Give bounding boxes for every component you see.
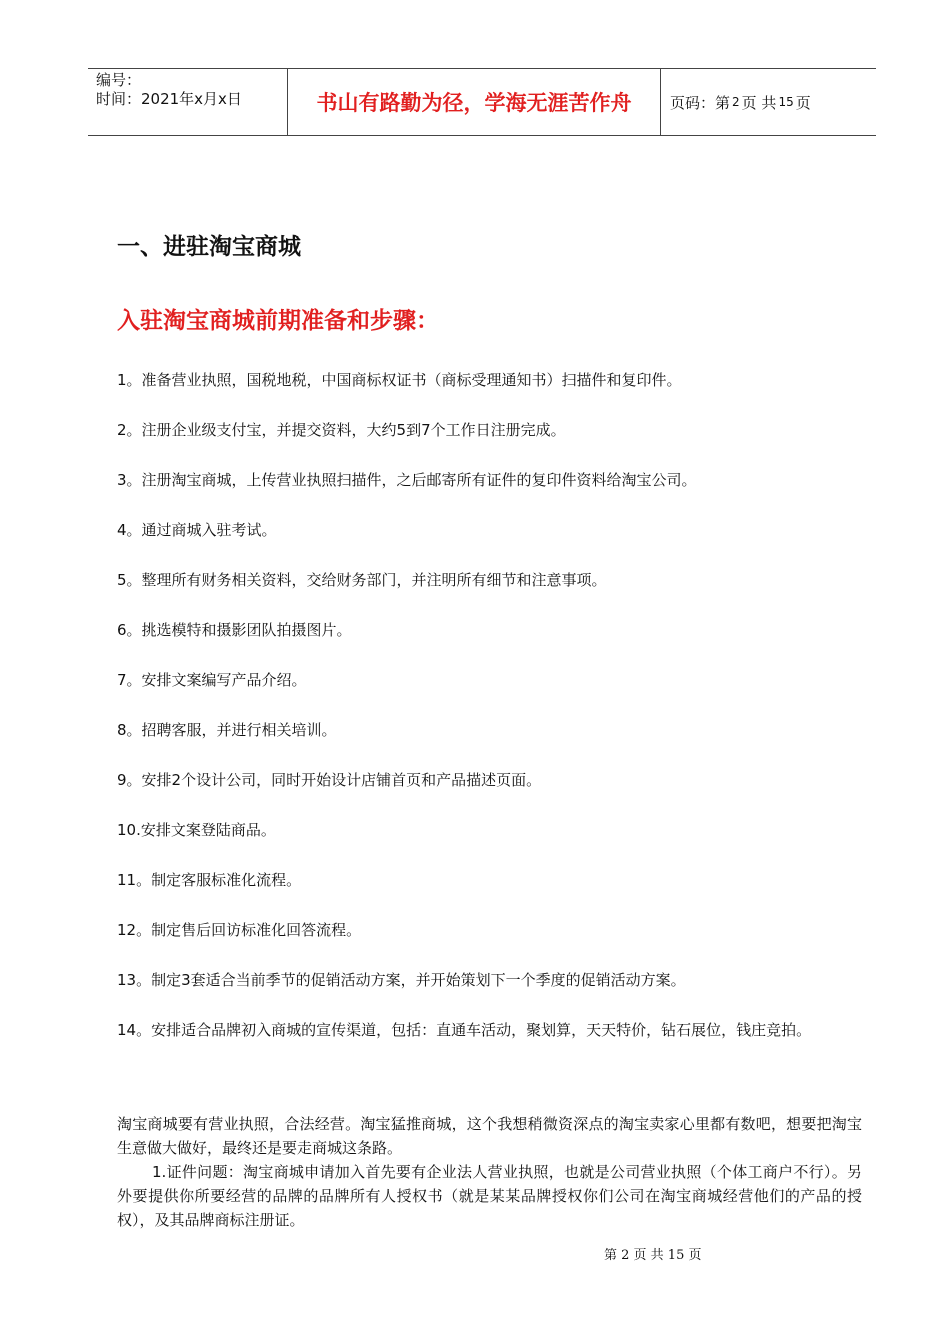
- header-page-current: 2: [732, 95, 740, 109]
- header-date: 时间：2021年x月x日: [96, 90, 242, 108]
- header-meta: [96, 71, 286, 109]
- header-motto: 书山有路勤为径，学海无涯苦作舟: [316, 91, 632, 115]
- step-item: 3。注册淘宝商城，上传营业执照扫描件，之后邮寄所有证件的复印件资料给淘宝公司。: [117, 471, 697, 489]
- step-item: 8。招聘客服，并进行相关培训。: [117, 721, 337, 739]
- header-page-suffix: 页: [795, 93, 811, 112]
- header-page-total: 15: [778, 95, 794, 109]
- paragraph: 淘宝商城要有营业执照，合法经营。淘宝猛推商城，这个我想稍微资深点的淘宝卖家心里都有数吧，想要把淘宝生意做大做好，最终还是要走商城这条路。: [117, 1115, 862, 1157]
- step-item: 10.安排文案登陆商品。: [117, 821, 276, 839]
- header-page-number: [670, 69, 811, 135]
- step-item: 13。制定3套适合当前季节的促销活动方案，并开始策划下一个季度的促销活动方案。: [117, 971, 686, 989]
- steps-list: [117, 368, 862, 1042]
- step-item: 2。注册企业级支付宝，并提交资料，大约5到7个工作日注册完成。: [117, 421, 566, 439]
- step-item: 6。挑选模特和摄影团队拍摄图片。: [117, 621, 352, 639]
- header-page-prefix: 页码：第: [670, 93, 731, 112]
- step-item: 12。制定售后回访标准化回答流程。: [117, 921, 362, 939]
- step-item: 14。安排适合品牌初入商城的宣传渠道，包括：直通车活动，聚划算，天天特价，钻石展位，钱庄竞拍。: [117, 1021, 812, 1039]
- subtitle: 入驻淘宝商城前期准备和步骤：: [117, 308, 439, 334]
- document-header: [88, 68, 876, 136]
- footer-page-number: 第 2 页 共 15 页: [604, 1248, 702, 1263]
- step-item: 1。准备营业执照，国税地税，中国商标权证书（商标受理通知书）扫描件和复印件。: [117, 371, 682, 389]
- body-text: [117, 1112, 862, 1232]
- header-divider: [660, 69, 661, 135]
- step-item: 11。制定客服标准化流程。: [117, 871, 302, 889]
- step-item: 5。整理所有财务相关资料，交给财务部门，并注明所有细节和注意事项。: [117, 571, 607, 589]
- paragraph: 1.证件问题：淘宝商城申请加入首先要有企业法人营业执照，也就是公司营业执照（个体工商户不行）。另外要提供你所要经营的品牌的品牌所有人授权书（就是某某品牌授权你们公司在淘宝商城经营他们的产品的授权），及其品牌商标注册证。: [117, 1163, 862, 1229]
- header-number-label: 编号：: [96, 71, 142, 89]
- step-item: 7。安排文案编写产品介绍。: [117, 671, 307, 689]
- step-item: 4。通过商城入驻考试。: [117, 521, 277, 539]
- section-title: 一、进驻淘宝商城: [117, 234, 301, 260]
- step-item: 9。安排2个设计公司，同时开始设计店铺首页和产品描述页面。: [117, 771, 542, 789]
- header-page-mid: 页 共: [741, 93, 777, 112]
